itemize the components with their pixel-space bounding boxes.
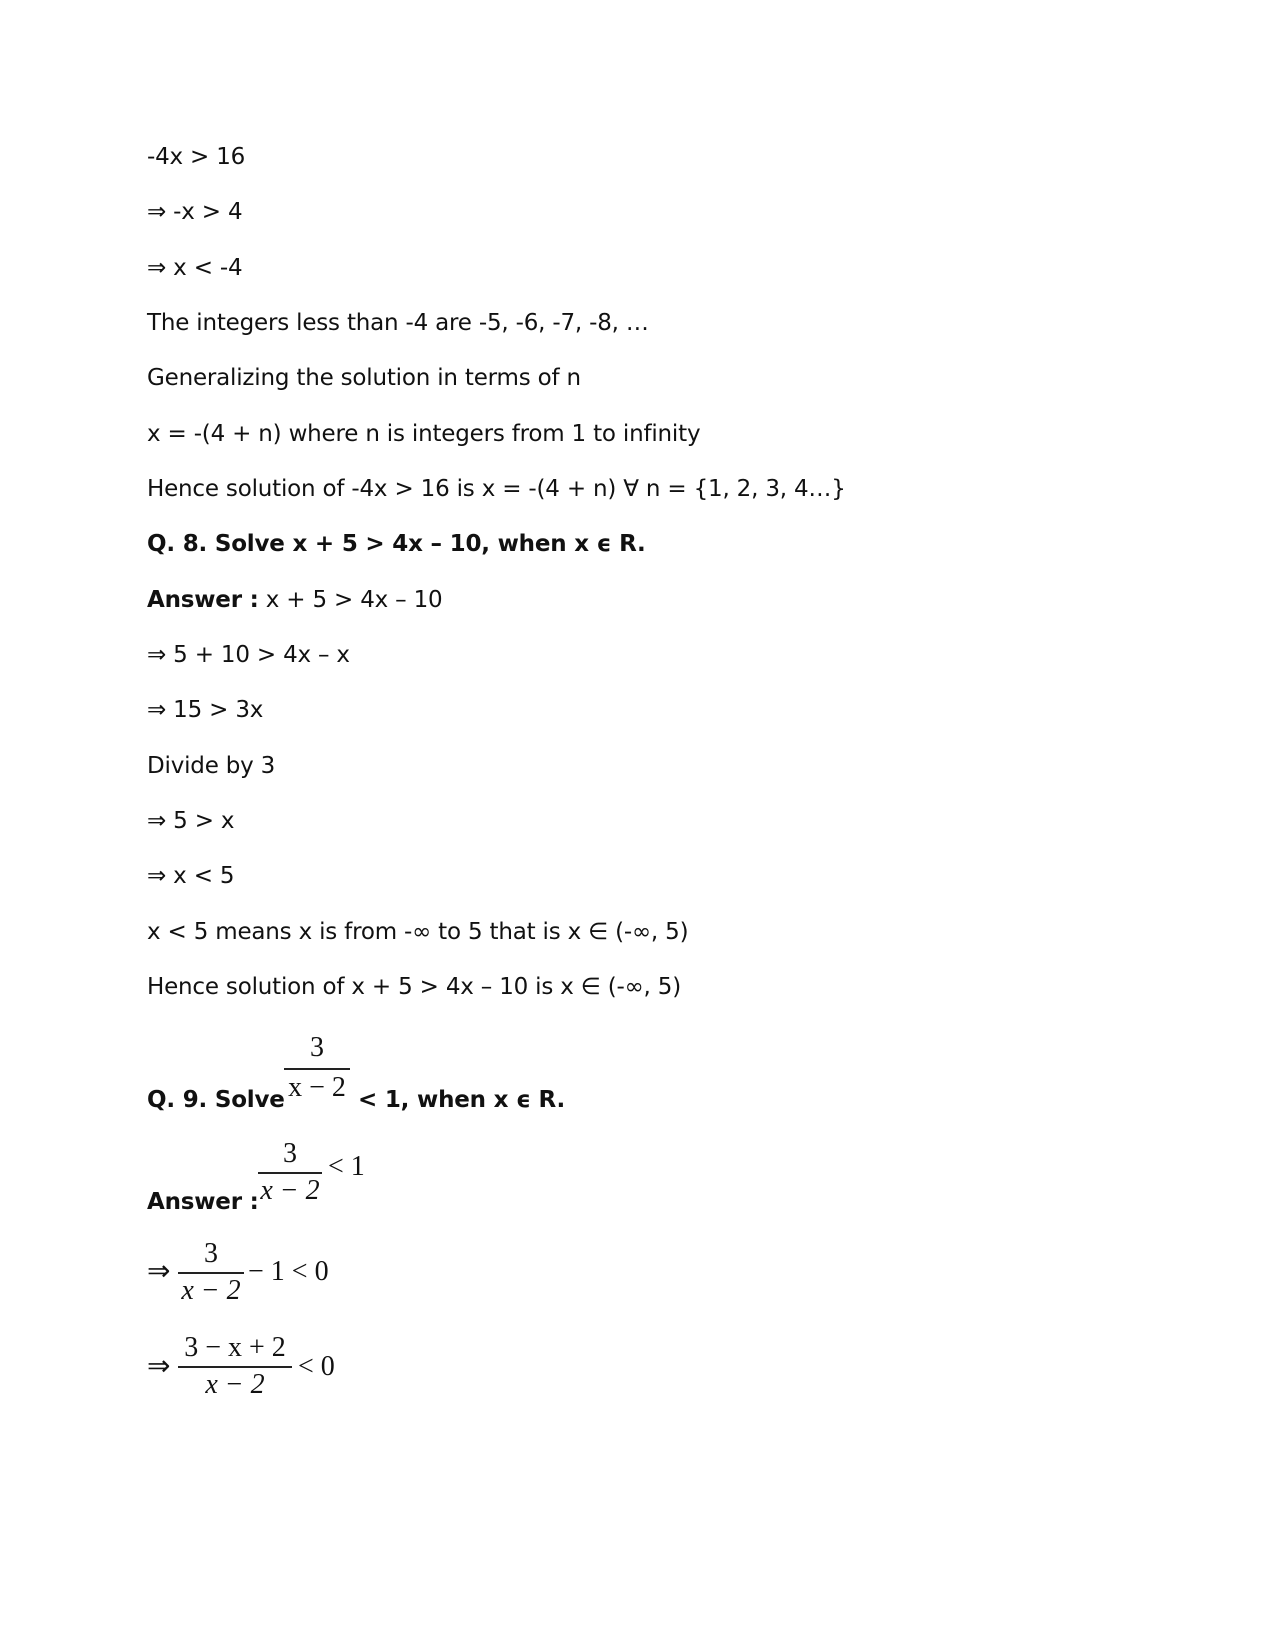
text-line: Divide by 3: [147, 753, 276, 779]
text-line: The integers less than -4 are -5, -6, -7, -8, …: [147, 310, 649, 336]
fraction-denominator: x − 2: [181, 1275, 241, 1306]
fraction-numerator: 3: [310, 1032, 324, 1063]
answer-fraction-1: [256, 1137, 324, 1208]
text-line: ⇒ 15 > 3x: [147, 697, 264, 723]
fraction-denominator: x − 2: [205, 1369, 265, 1400]
implies-arrow: ⇒: [147, 1256, 171, 1287]
text-line: ⇒ x < 5: [147, 863, 235, 889]
answer-label: Answer :: [147, 1189, 259, 1215]
fraction-numerator: 3 − x + 2: [184, 1332, 286, 1363]
fraction-rest: < 0: [298, 1351, 335, 1382]
text-line: ⇒ x < -4: [147, 255, 243, 281]
fraction-denominator: x − 2: [260, 1175, 320, 1206]
fraction-rest: < 1: [328, 1151, 365, 1182]
question-9-prefix: Q. 9. Solve: [147, 1087, 285, 1113]
question-9-fraction: [282, 1030, 352, 1106]
answer-fraction-3: [176, 1331, 294, 1402]
question-8: Q. 8. Solve x + 5 > 4x – 10, when x ϵ R.: [147, 531, 646, 557]
text-line: Hence solution of x + 5 > 4x – 10 is x ∈ (-∞, 5): [147, 974, 681, 1000]
text-line: -4x > 16: [147, 144, 246, 170]
text-line: x = -(4 + n) where n is integers from 1 to infinity: [147, 421, 701, 447]
text-line: ⇒ 5 > x: [147, 808, 235, 834]
answer-8-line: [147, 586, 442, 614]
question-9-suffix: < 1, when x ϵ R.: [358, 1087, 565, 1113]
text-line: Generalizing the solution in terms of n: [147, 365, 581, 391]
answer-fraction-2: [176, 1237, 246, 1308]
answer-text: x + 5 > 4x – 10: [258, 587, 443, 613]
text-line: ⇒ -x > 4: [147, 199, 243, 225]
answer-label: Answer :: [147, 587, 259, 613]
implies-arrow: ⇒: [147, 1351, 171, 1382]
fraction-numerator: 3: [283, 1138, 297, 1169]
fraction-rest: − 1 < 0: [248, 1256, 329, 1287]
fraction-denominator: x − 2: [288, 1072, 346, 1103]
text-line: x < 5 means x is from -∞ to 5 that is x ∈ (-∞, 5): [147, 919, 689, 945]
fraction-numerator: 3: [204, 1238, 218, 1269]
text-line: Hence solution of -4x > 16 is x = -(4 + n) ∀ n = {1, 2, 3, 4…}: [147, 476, 846, 502]
text-line: ⇒ 5 + 10 > 4x – x: [147, 642, 350, 668]
